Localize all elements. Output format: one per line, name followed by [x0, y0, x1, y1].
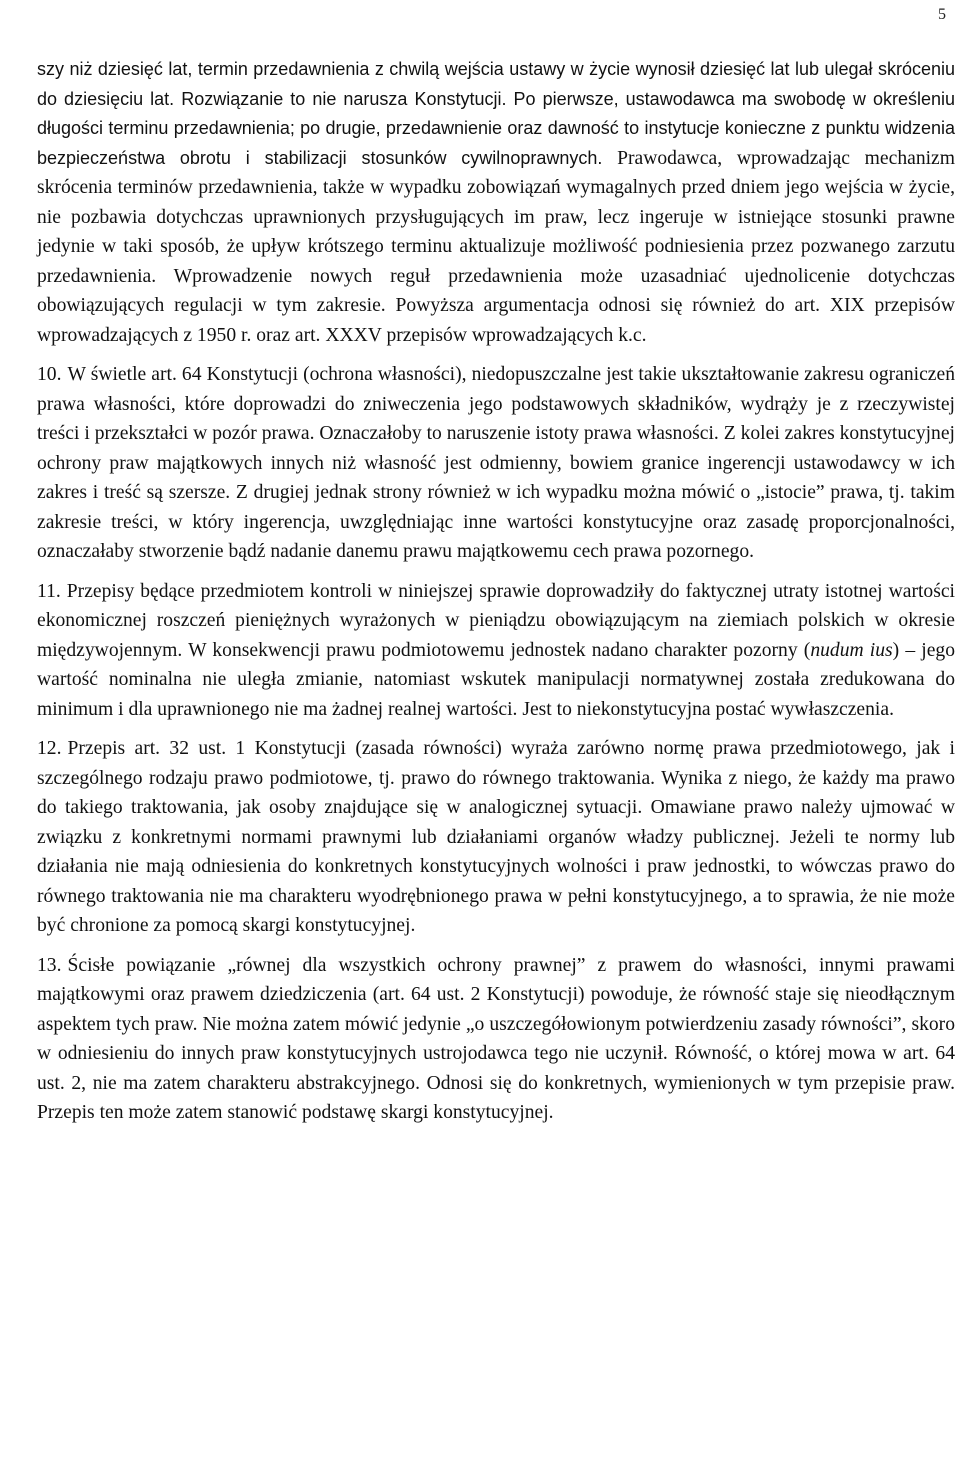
item-body-before-italic: Przepisy będące przedmiotem kontroli w niniejszej sprawie doprowadziły do faktycznej utraty istotnej wartości ekonomicznej roszczeń pieniężnych wyrażonych w pieniądzu obowiązującym na ziemiach polskich w okresie międzywojennym. W konsekwencji prawu podmiotowemu jednostek nadano charakter pozorny (: [37, 580, 955, 661]
paragraph-continuation: [37, 55, 955, 350]
item-text: [37, 360, 955, 567]
item-text: [37, 951, 955, 1128]
item-number: 13.: [37, 954, 62, 976]
item-number: 11.: [37, 580, 61, 602]
item-body: Przepis art. 32 ust. 1 Konstytucji (zasada równości) wyraża zarówno normę prawa przedmiotowego, jak i szczególnego rodzaju prawo podmiotowe, tj. prawo do równego traktowania. Wynika z niego, że każdy ma prawo do takiego traktowania, jak osoby znajdujące się w analogicznej sytuacji. Omawiane prawo należy ujmować w związku z konkretnymi normami prawnymi lub działaniami organów władzy publicznej. Jeżeli te normy lub działania nie mają odniesienia do konkretnych konstytucyjnych wolności i praw jednostki, to wówczas prawo do równego traktowania nie ma charakteru wyodrębnionego prawa w pełni konstytucyjnego, a to sprawia, że nie może być chronione za pomocą skargi konstytucyjnej.: [37, 738, 955, 936]
numbered-item-13: [37, 951, 955, 1128]
paragraph-lead-sans: szy niż dziesięć lat, termin przedawnienia z chwilą wejścia ustawy w życie wynosił dziesięć lat lub ulegał skróceniu do dziesięciu lat. Rozwiązanie to nie narusza Konstytucji. Po pierwsze, ustawodawca ma swobodę w określeniu długości terminu przedawnienia; po drugie, przedawnienie oraz dawność to instytucje konieczne z punktu widzenia bezpieczeństwa obrotu i stabilizacji stosunków cywilnoprawnych.: [37, 59, 955, 168]
item-number: 10.: [37, 364, 62, 385]
item-body: W świetle art. 64 Konstytucji (ochrona własności), niedopuszczalne jest takie ukształtowanie zakresu ograniczeń prawa własności, które doprowadzi do zniweczenia jego podstawowych składników, wydrąży je z rzeczywistej treści i przekształci w pozór prawa. Oznaczałoby to naruszenie istoty prawa własności. Z kolei zakres konstytucyjnej ochrony praw majątkowych innych niż własność jest odmienny, bowiem granice ingerencji ustawodawcy w ich zakres i treść są szersze. Z drugiej jednak strony również w ich wypadku można mówić o „istocie” prawa, tj. takim zakresie treści, w który ingerencja, uwzględniając inne wartości konstytucyjne oraz zasadę proporcjonalności, oznaczałaby stworzenie bądź nadanie danemu prawu majątkowemu cech prawa pozornego.: [37, 364, 955, 562]
item-text: [37, 577, 955, 725]
numbered-item-12: [37, 734, 955, 941]
item-body: Ścisłe powiązanie „równej dla wszystkich ochrony prawnej” z prawem do własności, innymi prawami majątkowymi oraz prawem dziedziczenia (art. 64 ust. 2 Konstytucji) powoduje, że równość staje się nieodłącznym aspektem tych praw. Nie można zatem mówić jedynie „o uszczegółowionym potwierdzeniu zasady równości”, skoro w odniesieniu do innych praw konstytucyjnych ustrojodawca tego nie uczynił. Równość, o której mowa w art. 64 ust. 2, nie ma zatem charakteru abstrakcyjnego. Odnosi się do konkretnych, wymienionych w tym przepisie praw. Przepis ten może zatem stanowić podstawę skargi konstytucyjnej.: [37, 954, 955, 1123]
item-body-italic: nudum ius: [810, 639, 893, 661]
item-text: [37, 734, 955, 941]
numbered-item-11: [37, 577, 955, 725]
item-number: 12.: [37, 738, 62, 759]
paragraph-lead-serif: Prawodawca, wprowadzając mechanizm skrócenia terminów przedawnienia, także w wypadku zobowiązań wymagalnych przed dniem jego wejścia w życie, nie pozbawia dotychczas uprawnionych przysługujących im praw, lecz ingeruje w istniejące stosunki prawne jedynie w taki sposób, że upływ krótszego terminu aktualizuje możliwość podniesienia przez pozwanego zarzutu przedawnienia. Wprowadzenie nowych reguł przedawnienia może uzasadniać ujednolicenie dotychczas obowiązujących regulacji w tym zakresie. Powyższa argumentacja odnosi się również do art. XIX przepisów wprowadzających z 1950 r. oraz art. XXXV przepisów wprowadzających k.c.: [37, 147, 955, 346]
document-body: [37, 55, 955, 1128]
numbered-item-10: [37, 360, 955, 567]
item-body-after-italic: ) – jego wartość nominalna nie uległa zmianie, natomiast wskutek manipulacji normatywnej została zredukowana do minimum i dla uprawnionego nie ma żadnej realnej wartości. Jest to niekonstytucyjna postać wywłaszczenia.: [37, 639, 955, 720]
page-number: 5: [938, 6, 946, 23]
